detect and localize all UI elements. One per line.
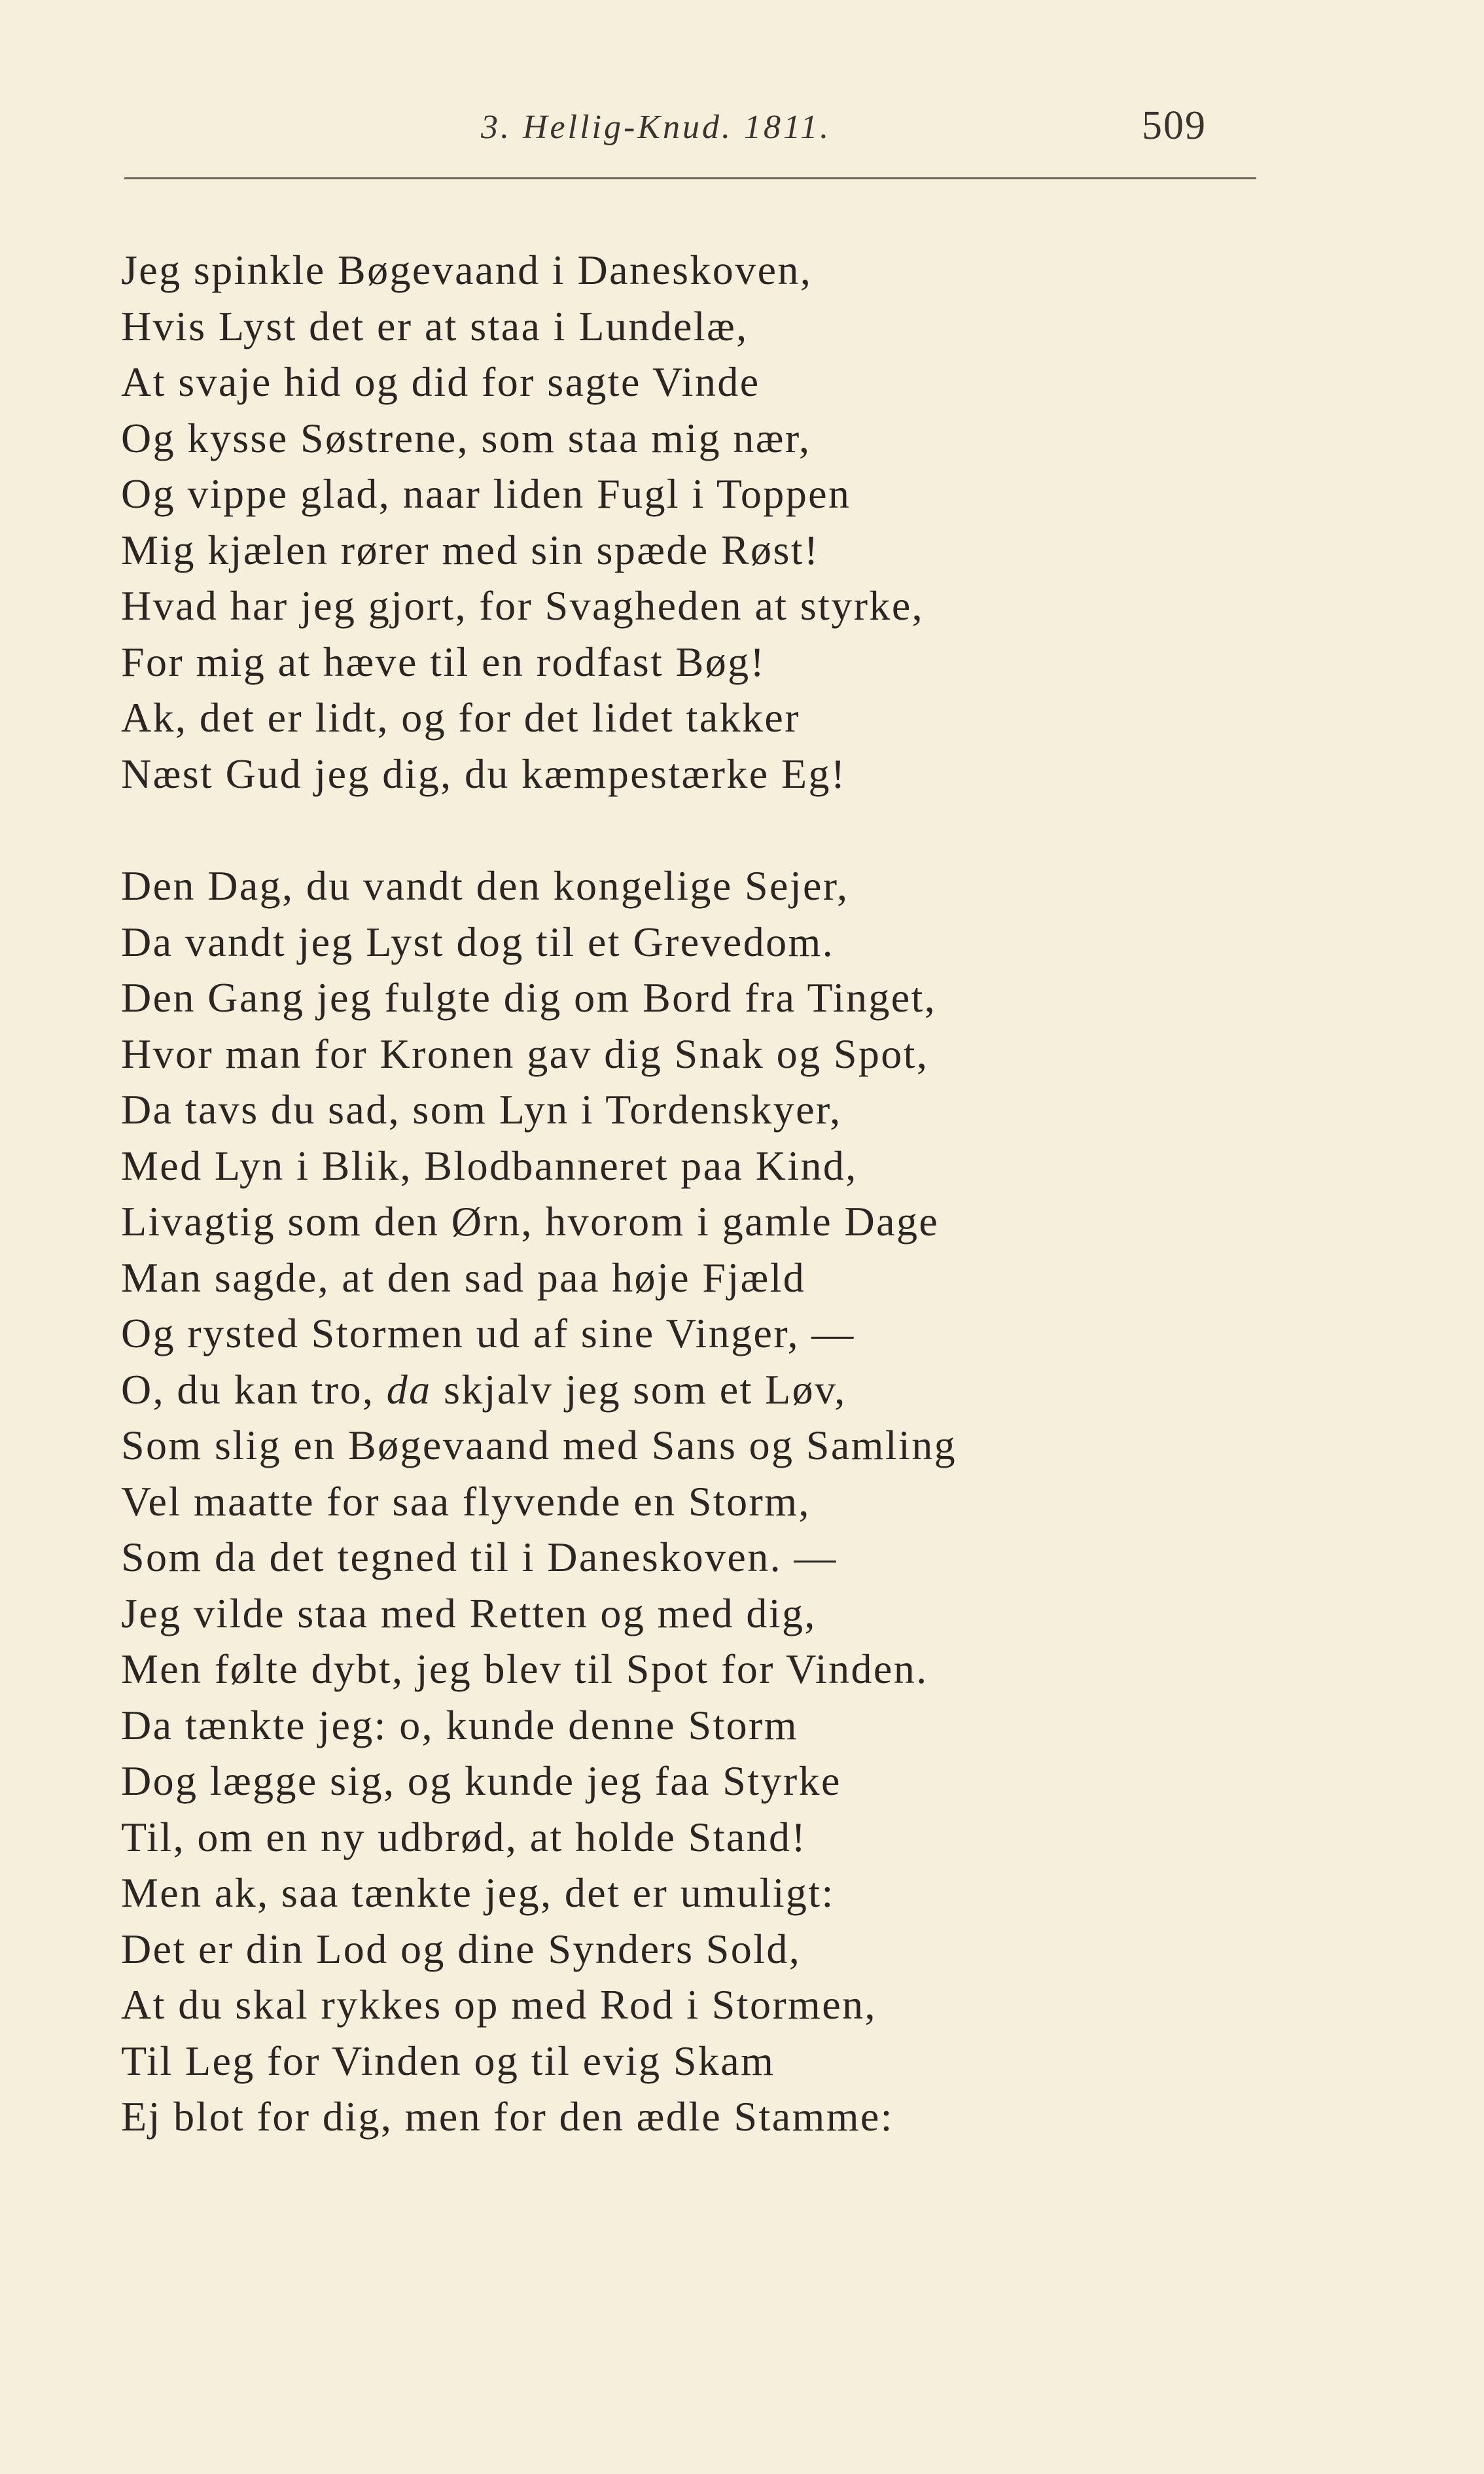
- poem-line: Vel maatte for saa flyvende en Storm,: [121, 1477, 811, 1525]
- poem-line: At svaje hid og did for sagte Vinde: [121, 359, 760, 405]
- poem-line: Med Lyn i Blik, Blodbanneret paa Kind,: [121, 1142, 858, 1189]
- poem-line: Og vippe glad, naar liden Fugl i Toppen: [121, 470, 851, 517]
- stanza-1: [121, 242, 1351, 802]
- poem-line: Livagtig som den Ørn, hvorom i gamle Dage: [121, 1198, 940, 1245]
- poem-line: Da vandt jeg Lyst dog til et Grevedom.: [121, 918, 835, 965]
- poem-line: Og rysted Stormen ud af sine Vinger, —: [121, 1310, 855, 1356]
- poem-line: Dog lægge sig, og kunde jeg faa Styrke: [121, 1758, 841, 1804]
- poem-line: Den Gang jeg fulgte dig om Bord fra Tinget,: [121, 974, 937, 1021]
- poem-line: Man sagde, at den sad paa høje Fjæld: [121, 1254, 806, 1301]
- poem-line: Hvad har jeg gjort, for Svagheden at styrke,: [121, 582, 925, 629]
- poem-line: Det er din Lod og dine Synders Sold,: [121, 1925, 802, 1972]
- line-segment: O, du kan tro,: [121, 1366, 375, 1413]
- poem-line: Jeg spinkle Bøgevaand i Daneskoven,: [121, 247, 813, 293]
- poem-line: Da tænkte jeg: o, kunde denne Storm: [121, 1701, 798, 1748]
- poem-line: Jeg vilde staa med Retten og med dig,: [121, 1589, 817, 1636]
- poem-line: Mig kjælen rører med sin spæde Røst!: [121, 526, 820, 573]
- poem-line: At du skal rykkes op med Rod i Stormen,: [121, 1981, 877, 2028]
- poem-line-italic-mixed: [121, 1362, 1351, 1418]
- poem-line: Som da det tegned til i Daneskoven. —: [121, 1534, 838, 1580]
- stanza-2: [121, 858, 1351, 2145]
- page-header: [0, 103, 1484, 167]
- poem-line: Da tavs du sad, som Lyn i Tordenskyer,: [121, 1086, 842, 1133]
- poem-line: Ej blot for dig, men for den ædle Stamme:: [121, 2093, 894, 2140]
- poem-line: Hvis Lyst det er at staa i Lundelæ,: [121, 302, 749, 349]
- page-number: 509: [1142, 103, 1207, 148]
- poem-line: Hvor man for Kronen gav dig Snak og Spot,: [121, 1030, 929, 1077]
- poem-line: Næst Gud jeg dig, du kæmpestærke Eg!: [121, 750, 847, 797]
- header-rule: [124, 177, 1256, 179]
- italic-word: da: [386, 1366, 432, 1413]
- running-head: 3. Hellig-Knud. 1811.: [481, 109, 832, 146]
- poem-line: Men følte dybt, jeg blev til Spot for Vinden.: [121, 1646, 928, 1692]
- poem-line: For mig at hæve til en rodfast Bøg!: [121, 638, 766, 685]
- poem-line: Til, om en ny udbrød, at holde Stand!: [121, 1813, 807, 1860]
- poem-line: Som slig en Bøgevaand med Sans og Samling: [121, 1422, 957, 1468]
- poem-line: Den Dag, du vandt den kongelige Sejer,: [121, 862, 849, 909]
- line-segment: skjalv jeg som et Løv,: [443, 1366, 847, 1413]
- poem-line: Og kysse Søstrene, som staa mig nær,: [121, 414, 811, 461]
- poem-line: Ak, det er lidt, og for det lidet takker: [121, 694, 800, 741]
- poem-line: Men ak, saa tænkte jeg, det er umuligt:: [121, 1869, 835, 1916]
- poem-body: [121, 242, 1351, 2145]
- poem-line: Til Leg for Vinden og til evig Skam: [121, 2037, 775, 2084]
